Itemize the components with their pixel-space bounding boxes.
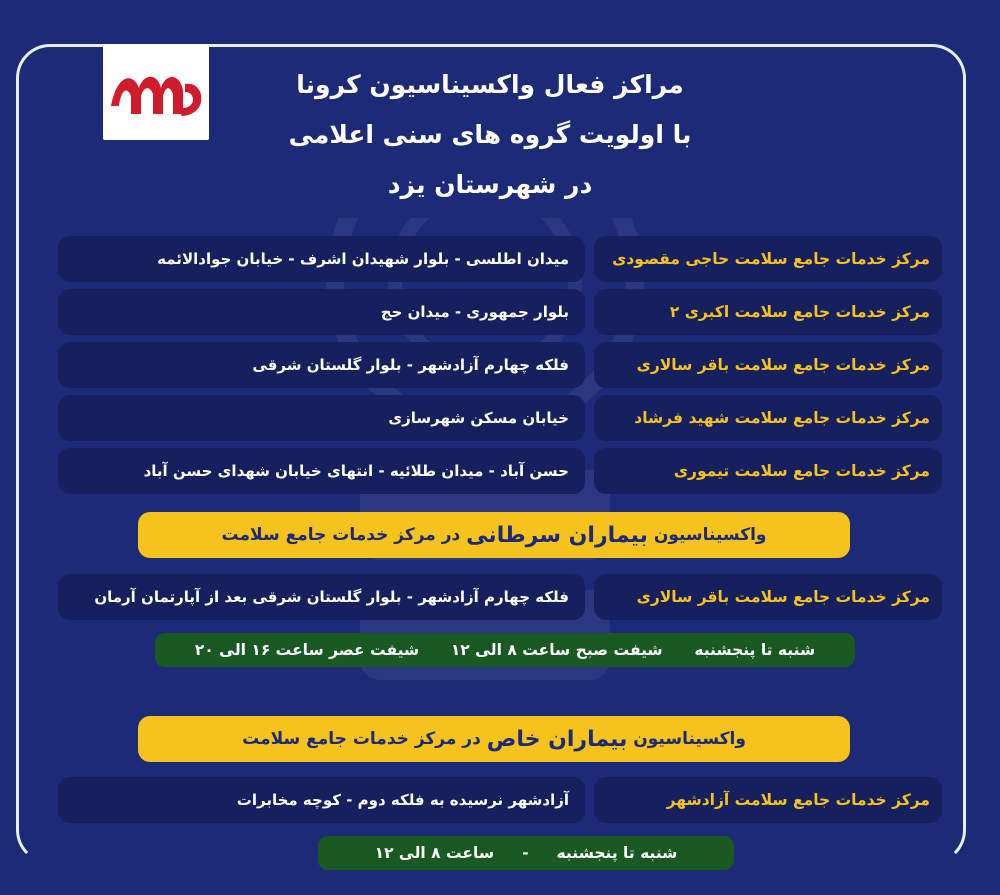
- center-row: [0, 236, 1000, 282]
- schedule-evening: شیفت عصر ساعت ۱۶ الی ۲۰: [194, 641, 420, 659]
- center-address: فلکه چهارم آزادشهر - بلوار گلستان شرقی بعد از آپارتمان آرمان: [58, 574, 585, 620]
- center-address: میدان اطلسی - بلوار شهیدان اشرف - خیابان جوادالائمه: [58, 236, 585, 282]
- banner-suffix: در مرکز خدمات جامع سلامت: [242, 729, 481, 749]
- center-row: [0, 574, 1000, 620]
- center-address: حسن آباد - میدان طلائیه - انتهای خیابان شهدای حسن آباد: [58, 448, 585, 494]
- center-name: مرکز خدمات جامع سلامت تیموری: [594, 448, 942, 494]
- logo-mark-icon: [103, 44, 209, 140]
- banner-prefix: واکسیناسیون: [653, 525, 767, 545]
- banner-highlight: بیماران خاص: [486, 726, 628, 752]
- logo: [103, 44, 209, 140]
- cancer-schedule-bar: [155, 633, 855, 667]
- center-row: [0, 395, 1000, 441]
- title-block: [240, 52, 740, 218]
- center-row: [0, 777, 1000, 823]
- center-name: مرکز خدمات جامع سلامت باقر سالاری: [594, 574, 942, 620]
- center-name: مرکز خدمات جامع سلامت شهید فرشاد: [594, 395, 942, 441]
- center-name: مرکز خدمات جامع سلامت آزادشهر: [594, 777, 942, 823]
- special-section-banner: [138, 716, 850, 762]
- banner-prefix: واکسیناسیون: [633, 729, 746, 749]
- schedule-days: شنبه تا پنجشنبه: [556, 844, 678, 862]
- page-title-line-3: در شهرستان یزد: [387, 170, 593, 199]
- center-address: آزادشهر نرسیده به فلکه دوم - کوچه مخابرات: [58, 777, 585, 823]
- banner-highlight: بیماران سرطانی: [466, 522, 648, 548]
- center-row: [0, 289, 1000, 335]
- center-address: بلوار جمهوری - میدان حج: [58, 289, 585, 335]
- special-schedule-bar: [318, 836, 734, 870]
- page-title-line-2: با اولویت گروه های سنی اعلامی: [288, 120, 692, 149]
- center-address: خیابان مسکن شهرسازی: [58, 395, 585, 441]
- schedule-morning: شیفت صبح ساعت ۸ الی ۱۲: [450, 641, 663, 659]
- center-name: مرکز خدمات جامع سلامت باقر سالاری: [594, 342, 942, 388]
- center-row: [0, 342, 1000, 388]
- center-row: [0, 448, 1000, 494]
- banner-suffix: در مرکز خدمات جامع سلامت: [221, 525, 461, 545]
- cancer-section-banner: [138, 512, 850, 558]
- center-name: مرکز خدمات جامع سلامت اکبری ۲: [594, 289, 942, 335]
- schedule-days: شنبه تا پنجشنبه: [694, 641, 816, 659]
- schedule-separator: -: [522, 844, 529, 862]
- schedule-hours: ساعت ۸ الی ۱۲: [374, 844, 495, 862]
- page-title-line-1: مراکز فعال واکسیناسیون کرونا: [296, 70, 684, 99]
- center-address: فلکه چهارم آزادشهر - بلوار گلستان شرقی: [58, 342, 585, 388]
- center-name: مرکز خدمات جامع سلامت حاجی مقصودی: [594, 236, 942, 282]
